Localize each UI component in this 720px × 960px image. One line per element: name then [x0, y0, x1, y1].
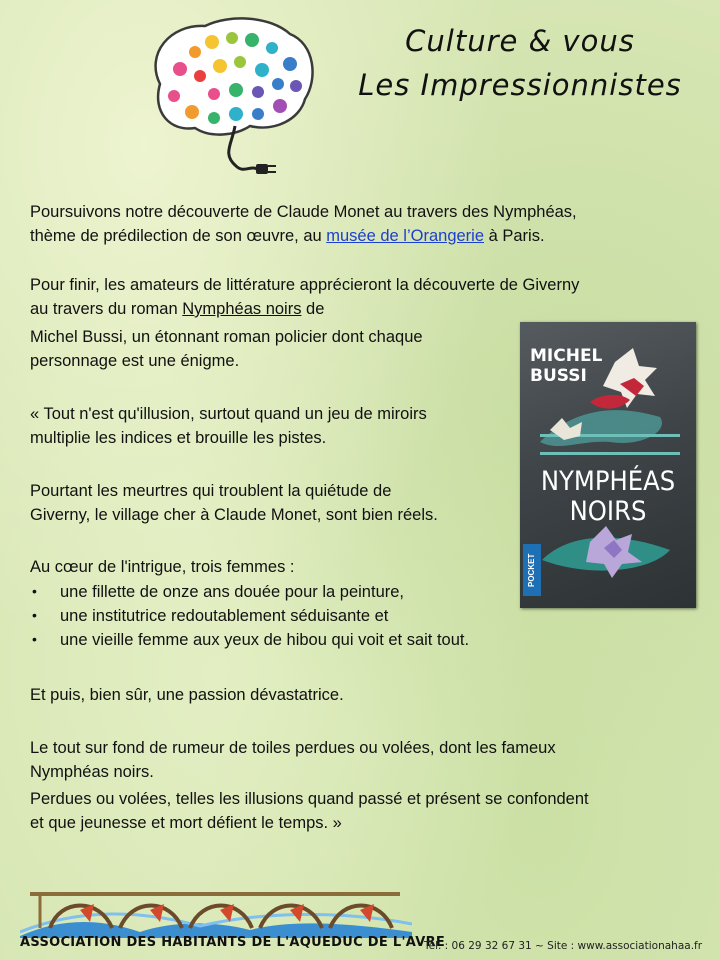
bullet-dot: • [32, 607, 37, 623]
para2-line-4: personnage est une énigme. [30, 352, 240, 370]
contact-info: Tél. : 06 29 32 67 31 ~ Site : www.associationahaa.fr [424, 940, 703, 952]
bullet-item-1: une fillette de onze ans douée pour la peinture, [60, 583, 405, 601]
para2-line-1: Pour finir, les amateurs de littérature apprécieront la découverte de Giverny [30, 276, 580, 294]
para2-line-3: Michel Bussi, un étonnant roman policier dont chaque [30, 328, 423, 346]
bullet-dot: • [32, 631, 37, 647]
para2-line-2 [30, 297, 324, 321]
quote-line-8: Nymphéas noirs. [30, 763, 154, 781]
intro-line-1: Poursuivons notre découverte de Claude Monet au travers des Nymphéas, [30, 203, 577, 221]
association-name: ASSOCIATION DES HABITANTS DE L'AQUEDUC DE L'AVRE [20, 935, 446, 950]
quote-line-6: Et puis, bien sûr, une passion dévastatrice. [30, 686, 344, 704]
quote-line-9: Perdues ou volées, telles les illusions quand passé et présent se confondent [30, 790, 589, 808]
orangerie-link[interactable]: musée de l’Orangerie [326, 227, 485, 245]
intro-line-2 [30, 224, 545, 248]
book-title-1: NYMPHÉAS [540, 466, 676, 497]
quote-line-4: Giverny, le village cher à Claude Monet, sont bien réels. [30, 506, 438, 524]
quote-line-5: Au cœur de l'intrigue, trois femmes : [30, 558, 295, 576]
quote-line-2: multiplie les indices et brouille les pistes. [30, 429, 327, 447]
book-author-first: MICHEL [530, 346, 603, 366]
bullet-item-3: une vieille femme aux yeux de hibou qui voit et sait tout. [60, 631, 470, 649]
book-title-2: NOIRS [569, 496, 647, 527]
intro-text-before: thème de prédilection de son œuvre, au [30, 227, 327, 245]
intro-text-after: à Paris. [484, 227, 545, 245]
publisher-badge: POCKET [523, 544, 541, 596]
quote-line-1: « Tout n'est qu'illusion, surtout quand un jeu de miroirs [30, 405, 427, 423]
bullet-item-2: une institutrice redoutablement séduisante et [60, 607, 389, 625]
book-author-last: BUSSI [530, 366, 587, 386]
quote-line-10: et que jeunesse et mort défient le temps. » [30, 814, 342, 832]
quote-line-3: Pourtant les meurtres qui troublent la quiétude de [30, 482, 392, 500]
title-line-1: Culture & vous [405, 24, 635, 58]
book-cover [520, 322, 696, 608]
para2-text-after: de [301, 300, 325, 318]
brain-logo [140, 14, 320, 186]
title-line-2: Les Impressionnistes [358, 68, 682, 102]
para2-text-before: au travers du roman [30, 300, 183, 318]
aqueduct-logo [20, 888, 412, 938]
bullet-dot: • [32, 583, 37, 599]
novel-title: Nymphéas noirs [182, 300, 302, 318]
quote-line-7: Le tout sur fond de rumeur de toiles perdues ou volées, dont les fameux [30, 739, 556, 757]
